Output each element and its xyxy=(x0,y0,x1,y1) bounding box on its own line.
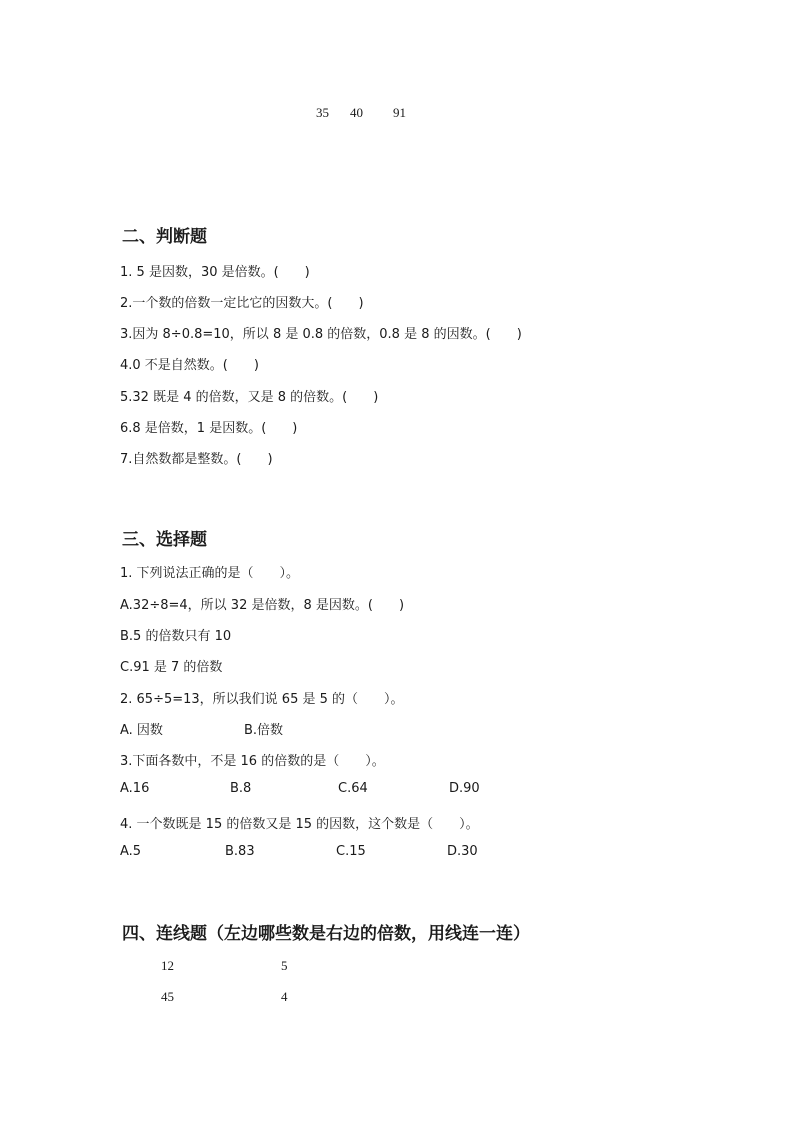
top-number-91: 91 xyxy=(393,105,406,120)
choice-q3-option-a: A.16 xyxy=(120,781,150,796)
match-left-12[interactable]: 12 xyxy=(161,958,174,973)
choice-q1-stem: 1. 下列说法正确的是（ ）。 xyxy=(120,566,300,581)
choice-q3-stem: 3.下面各数中，不是 16 的倍数的是（ ）。 xyxy=(120,754,385,769)
choice-q1-option-b: B.5 的倍数只有 10 xyxy=(120,629,232,644)
choice-q4-option-b: B.83 xyxy=(225,844,255,859)
choice-q1-option-c: C.91 是 7 的倍数 xyxy=(120,660,223,675)
judge-item-1: 1. 5 是因数，30 是倍数。( ) xyxy=(120,265,310,280)
match-left-45[interactable]: 45 xyxy=(161,989,174,1004)
choice-q3-option-c: C.64 xyxy=(338,781,368,796)
judge-item-2: 2.一个数的倍数一定比它的因数大。( ) xyxy=(120,296,364,311)
choice-q3-option-b: B.8 xyxy=(230,781,252,796)
judge-item-7: 7.自然数都是整数。( ) xyxy=(120,452,273,467)
section2-title: 二、判断题 xyxy=(122,227,207,247)
choice-q2-option-b: B.倍数 xyxy=(244,723,284,738)
choice-q1-option-a: A.32÷8=4，所以 32 是倍数，8 是因数。( ) xyxy=(120,598,405,613)
choice-q4-option-a: A.5 xyxy=(120,844,142,859)
choice-q2-stem: 2. 65÷5=13，所以我们说 65 是 5 的（ ）。 xyxy=(120,692,404,707)
judge-item-4: 4.0 不是自然数。( ) xyxy=(120,358,259,373)
choice-q4-option-c: C.15 xyxy=(336,844,366,859)
judge-item-3: 3.因为 8÷0.8=10，所以 8 是 0.8 的倍数，0.8 是 8 的因数。( ) xyxy=(120,327,522,342)
top-number-35: 35 xyxy=(316,105,329,120)
match-right-5[interactable]: 5 xyxy=(281,958,288,973)
section3-title: 三、选择题 xyxy=(122,530,207,550)
judge-item-5: 5.32 既是 4 的倍数，又是 8 的倍数。( ) xyxy=(120,390,379,405)
choice-q4-stem: 4. 一个数既是 15 的倍数又是 15 的因数，这个数是（ ）。 xyxy=(120,817,479,832)
choice-q3-option-d: D.90 xyxy=(449,781,480,796)
choice-q2-option-a: A. 因数 xyxy=(120,723,163,738)
judge-item-6: 6.8 是倍数，1 是因数。( ) xyxy=(120,421,298,436)
match-right-4[interactable]: 4 xyxy=(281,989,288,1004)
top-number-40: 40 xyxy=(350,105,363,120)
choice-q4-option-d: D.30 xyxy=(447,844,478,859)
section4-title: 四、连线题（左边哪些数是右边的倍数，用线连一连） xyxy=(122,924,530,944)
